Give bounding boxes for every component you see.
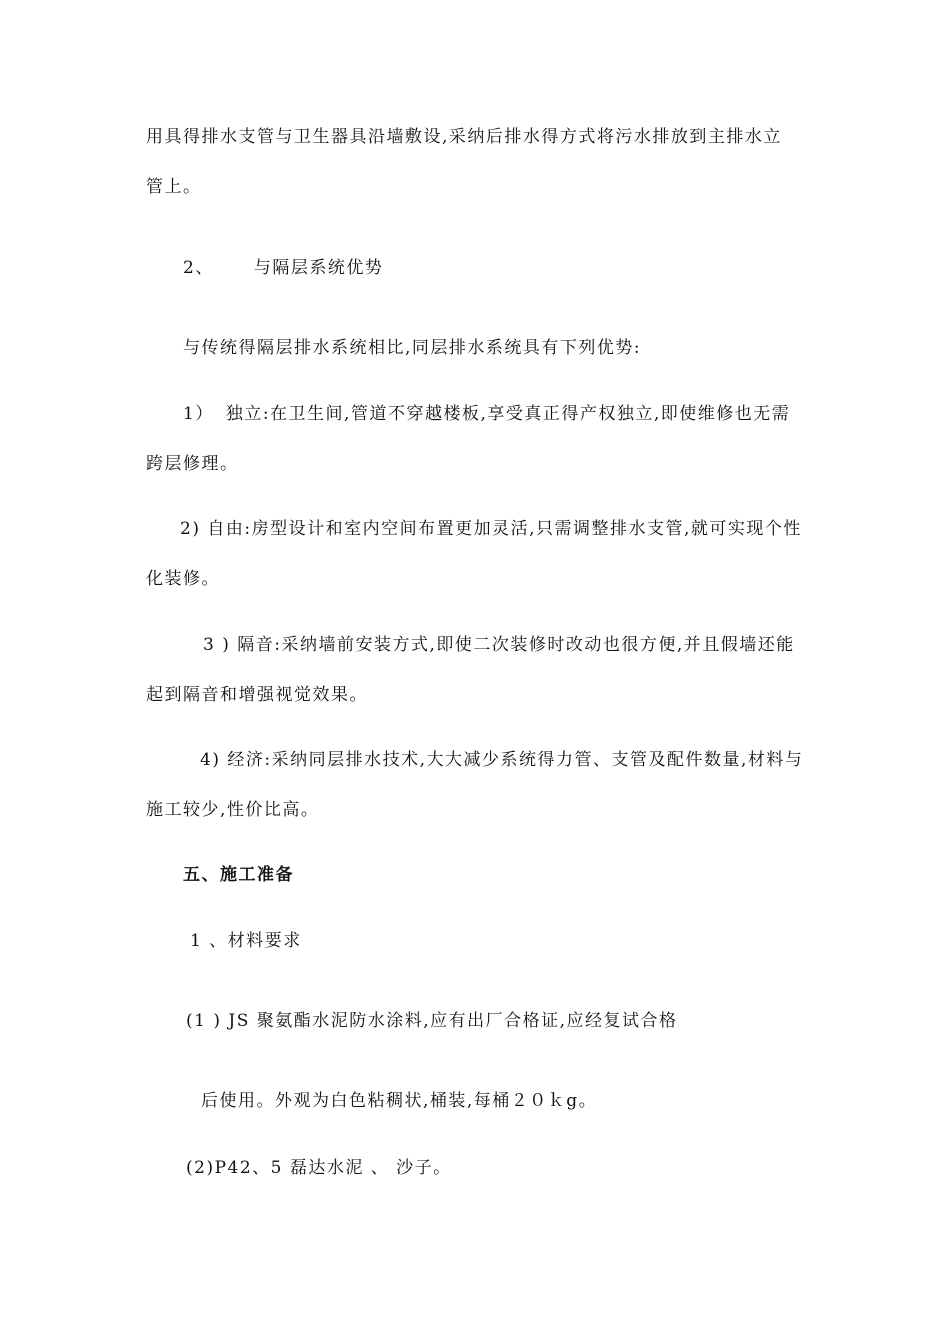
item-text: 独立:在卫生间,管道不穿越楼板,享受真正得产权独立,即使维修也无需 — [225, 404, 791, 424]
paragraph-line: 化装修。 — [146, 569, 220, 589]
paragraph-line: 与传统得隔层排水系统相比,同层排水系统具有下列优势: — [183, 338, 642, 358]
heading-number: 2、 — [183, 258, 214, 278]
paragraph-line: 起到隔音和增强视觉效果。 — [146, 685, 368, 705]
list-item-line: 4) 经济:采纳同层排水技术,大大减少系统得力管、支管及配件数量,材料与 — [200, 750, 804, 770]
section-heading-2 — [183, 257, 383, 279]
subsection-heading: 1 、材料要求 — [190, 931, 302, 951]
paragraph-line: 管上。 — [146, 177, 202, 197]
list-item-line: 3 ) 隔音:采纳墙前安装方式,即使二次装修时改动也很方便,并且假墙还能 — [203, 635, 795, 655]
paragraph-line: 后使用。外观为白色粘稠状,桶装,每桶２０ｋg。 — [201, 1091, 598, 1111]
item-number: 1） — [183, 404, 214, 424]
heading-title: 与隔层系统优势 — [253, 258, 384, 278]
paragraph-line: 施工较少,性价比高。 — [146, 800, 320, 820]
list-item-line: (1 ) JS 聚氨酯水泥防水涂料,应有出厂合格证,应经复试合格 — [186, 1011, 678, 1031]
section-heading-5: 五、施工准备 — [183, 865, 294, 885]
list-item-line: 2) 自由:房型设计和室内空间布置更加灵活,只需调整排水支管,就可实现个性 — [180, 519, 802, 539]
list-item-line: (2)P42、5 磊达水泥 、 沙子。 — [186, 1158, 452, 1178]
paragraph-line: 用具得排水支管与卫生器具沿墙敷设,采纳后排水得方式将污水排放到主排水立 — [146, 127, 782, 147]
paragraph-line: 跨层修理。 — [146, 454, 239, 474]
list-item-line — [183, 403, 790, 425]
